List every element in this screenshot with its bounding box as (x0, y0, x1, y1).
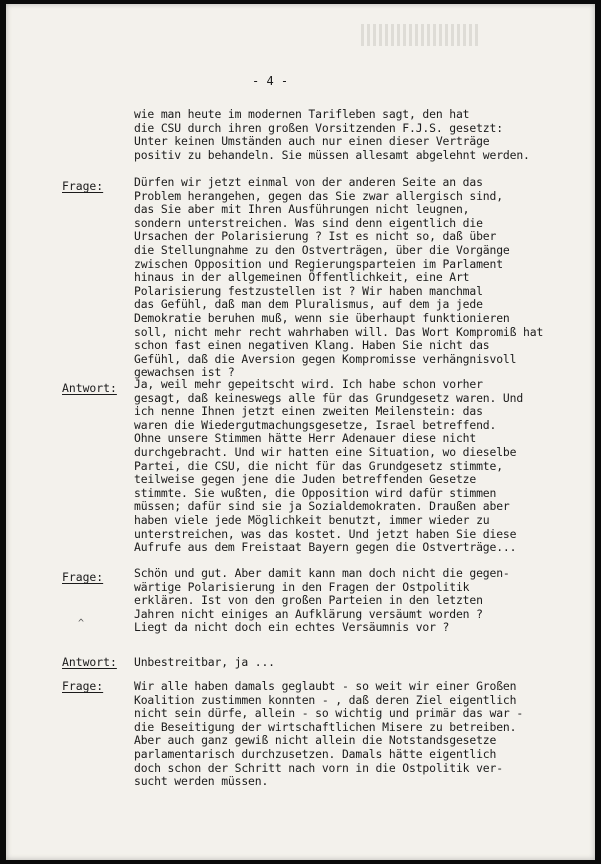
question-label: Frage: (62, 570, 104, 584)
text-line: doch schon der Schritt nach vorn in die Ostpolitik ver- (134, 760, 503, 775)
text-line: positiv zu behandeln. Sie müssen allesamt abgelehnt werden. (134, 147, 530, 162)
text-line: Problem herangehen, gegen das Sie zwar allergisch sind, (134, 188, 503, 203)
text-line: durchgebracht. Und wir hatten eine Situation, wo dieselbe (134, 444, 517, 459)
text-line: hinaus in der allgemeinen Öffentlichkeit, eine Art (134, 270, 470, 285)
text-line: ich nenne Ihnen jetzt einen zweiten Meilenstein: das (134, 404, 483, 419)
text-line: haben viele jede Möglichkeit benutzt, immer wieder zu (134, 512, 490, 527)
text-line: unterstreichen, was das kostet. Und jetzt haben Sie diese (134, 526, 517, 541)
answer-label: Antwort: (62, 381, 117, 395)
text-line: Dürfen wir jetzt einmal von der anderen Seite an das (134, 175, 483, 189)
text-line: Aber auch ganz gewiß nicht allein die Notstandsgesetze (134, 733, 497, 748)
text-line: Schön und gut. Aber damit kann man doch nicht die gegen- (134, 566, 510, 580)
text-line: erklären. Ist von den großen Parteien in den letzten (134, 593, 483, 608)
text-line: Gefühl, daß die Aversion gegen Kompromisse verhängnisvoll (134, 351, 517, 366)
question-paragraph (134, 680, 574, 789)
text-line: sondern unterstreichen. Was sind denn eigentlich die (134, 215, 483, 230)
text-line: sucht werden müssen. (134, 774, 269, 789)
text-line: teilweise gegen jene die Juden betreffenden Gesetze (134, 472, 477, 487)
text-line: stimmte. Sie wußten, die Opposition wird dafür stimmen (134, 485, 497, 500)
text-line: gewachsen ist ? (134, 365, 235, 380)
answer-paragraph (134, 656, 574, 670)
text-line: zwischen Opposition und Regierungsparteien im Parlament (134, 256, 503, 271)
document-page (6, 4, 595, 860)
text-line: Ja, weil mehr gepeitscht wird. Ich habe schon vorher (134, 377, 483, 391)
text-line: Partei, die CSU, die nicht für das Grundgesetz stimmte, (134, 458, 503, 473)
text-line: das Gefühl, daß man dem Pluralismus, auf dem ja jede (134, 297, 483, 312)
text-line: Unter keinen Umständen auch nur einen dieser Verträge (134, 134, 490, 149)
text-line: nicht sein dürfe, allein - so wichtig und primär das war - (134, 706, 524, 721)
text-line: die Beseitigung der wirtschaftlichen Misere zu betreiben. (134, 719, 517, 734)
intro-paragraph (134, 108, 574, 162)
archive-stamp (361, 24, 481, 46)
question-label: Frage: (62, 679, 104, 693)
text-line: Jahren nicht einiges an Aufklärung versäumt worden ? (134, 606, 483, 621)
text-line: parlamentarisch durchzusetzen. Damals hätte eigentlich (134, 746, 497, 761)
text-line: Polarisierung festzustellen ist ? Wir haben manchmal (134, 283, 483, 298)
text-line: Liegt da nicht doch ein echtes Versäumnis vor ? (134, 620, 450, 635)
text-line: gesagt, daß keineswegs alle für das Grundgesetz waren. Und (134, 390, 524, 405)
text-line: Wir alle haben damals geglaubt - so weit wir einer Großen (134, 679, 517, 693)
text-line: wärtige Polarisierung in den Fragen der Ostpolitik (134, 579, 470, 594)
page-number: - 4 - (252, 74, 289, 88)
text-line: wie man heute im modernen Tarifleben sagt, den hat (134, 107, 470, 121)
text-line: Ohne unsere Stimmen hätte Herr Adenauer diese nicht (134, 431, 477, 446)
answer-paragraph (134, 378, 574, 555)
question-paragraph (134, 176, 574, 380)
text-line: Unbestreitbar, ja ... (134, 655, 275, 669)
text-line: soll, nicht mehr recht wahrhaben will. Das Wort Kompromiß hat (134, 324, 544, 339)
text-line: Ursachen der Polarisierung ? Ist es nicht so, daß über (134, 229, 497, 244)
question-paragraph (134, 567, 574, 635)
text-line: das Sie aber mit Ihren Ausführungen nicht leugnen, (134, 202, 470, 217)
answer-label: Antwort: (62, 655, 117, 669)
question-label: Frage: (62, 179, 104, 193)
text-line: müssen; dafür sind sie ja Sozialdemokraten. Draußen aber (134, 499, 510, 514)
text-line: Demokratie beruhen muß, wenn sie überhaupt funktionieren (134, 310, 510, 325)
text-line: waren die Wiedergutmachungsgesetze, Israel betreffend. (134, 417, 497, 432)
text-line: Koalition zustimmen konnten - , daß deren Ziel eigentlich (134, 692, 517, 707)
text-line: schon fast einen negativen Klang. Haben Sie nicht das (134, 338, 490, 353)
text-line: die CSU durch ihren großen Vorsitzenden F.J.S. gesetzt: (134, 120, 503, 135)
text-line: Aufrufe aus dem Freistaat Bayern gegen die Ostverträge... (134, 540, 517, 555)
text-line: die Stellungnahme zu den Ostverträgen, über die Vorgänge (134, 242, 510, 257)
stray-mark: ^ (78, 618, 85, 629)
